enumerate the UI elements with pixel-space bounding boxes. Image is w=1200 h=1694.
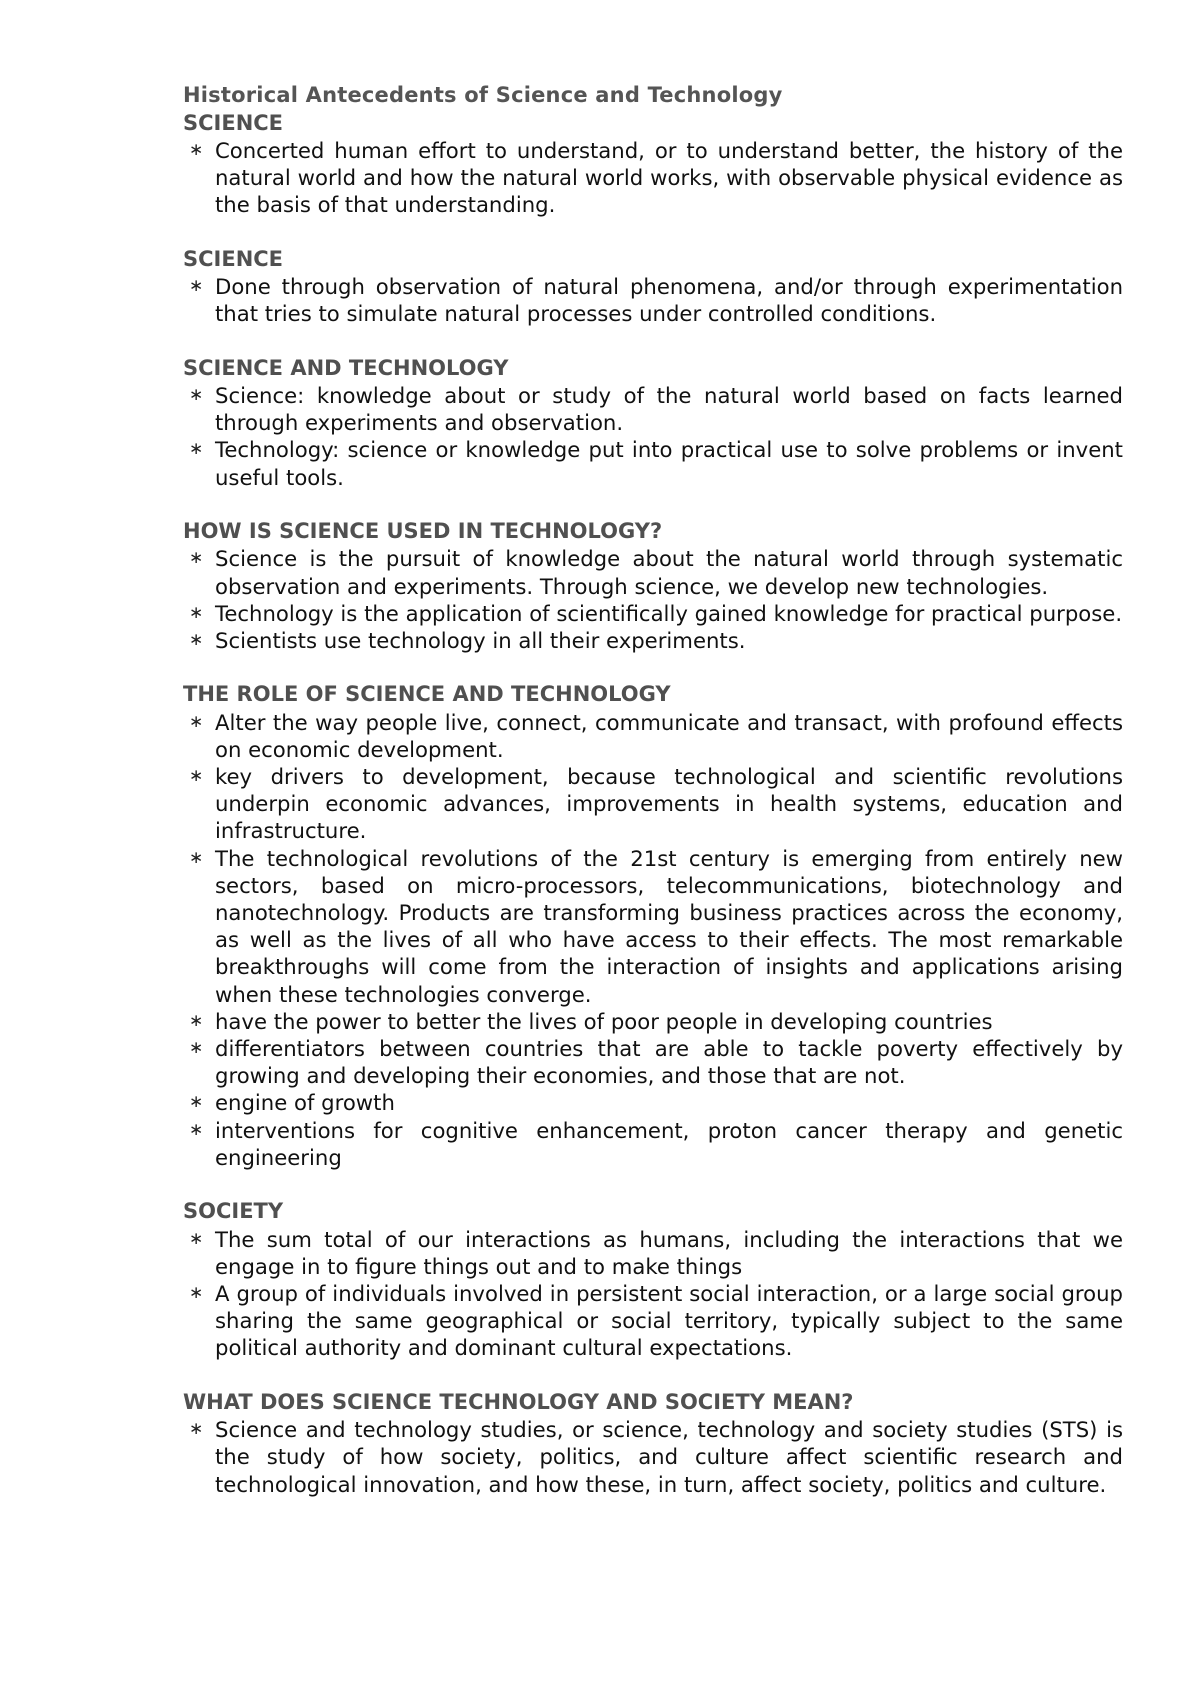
list-item-text: differentiators between countries that are able to tackle poverty effectively by growing and developing their economies, and those that are not. — [215, 1036, 1123, 1089]
list-item — [183, 600, 1123, 627]
section — [183, 518, 1123, 654]
list-item — [183, 627, 1123, 654]
list-item — [183, 763, 1123, 845]
list-item-text: have the power to better the lives of poor people in developing countries — [215, 1008, 993, 1034]
asterisk-bullet-icon: ∗ — [189, 1038, 204, 1059]
asterisk-bullet-icon: ∗ — [189, 1283, 204, 1303]
section-heading: HOW IS SCIENCE USED IN TECHNOLOGY? — [183, 518, 663, 543]
list-item — [183, 545, 1123, 599]
section — [183, 1389, 1123, 1498]
list-item-text: Science: knowledge about or study of the natural world based on facts learned through experiments and observation. — [215, 383, 1123, 436]
bullet-list — [183, 545, 1123, 654]
asterisk-bullet-icon: ∗ — [189, 629, 204, 650]
bullet-list — [183, 1416, 1123, 1498]
list-item — [183, 1089, 1123, 1116]
asterisk-bullet-icon: ∗ — [189, 1419, 204, 1440]
asterisk-bullet-icon: ∗ — [189, 1119, 204, 1140]
list-item-text: The technological revolutions of the 21st century is emerging from entirely new sectors, based on micro-processors, telecommunications, biotechnology and nanotechnology. Products are transforming business practices across the economy, as well as the lives of all who have access to their effects. The most remarkable breakthroughs will come from the interaction of insights and applications arising when these technologies converge. — [215, 845, 1123, 1007]
section-heading: WHAT DOES SCIENCE TECHNOLOGY AND SOCIETY MEAN? — [183, 1389, 854, 1414]
asterisk-bullet-icon: ∗ — [189, 548, 204, 569]
list-item-text: Scientists use technology in all their experiments. — [215, 627, 746, 653]
section — [183, 246, 1123, 328]
asterisk-bullet-icon: ∗ — [189, 140, 204, 160]
document-page — [183, 82, 1123, 1525]
asterisk-bullet-icon: ∗ — [189, 1228, 204, 1249]
section — [183, 355, 1123, 491]
section-heading: SCIENCE — [183, 110, 284, 135]
bullet-list — [183, 1226, 1123, 1362]
list-item-text: Science and technology studies, or science, technology and society studies (STS) is the study of how society, politics, and culture affect scientific research and technological innovation, and how these, in turn, affect society, politics and culture. — [215, 1417, 1123, 1497]
section-heading: THE ROLE OF SCIENCE AND TECHNOLOGY — [183, 682, 671, 707]
list-item-text: A group of individuals involved in persistent social interaction, or a large social group sharing the same geographical or social territory, typically subject to the same political authority and dominant cultural expectations. — [215, 1281, 1123, 1361]
list-item — [183, 709, 1123, 763]
list-item-text: Technology is the application of scientifically gained knowledge for practical purpose. — [215, 600, 1123, 626]
bullet-list — [183, 382, 1123, 491]
list-item-text: Concerted human effort to understand, or to understand better, the history of the natural world and how the natural world works, with observable physical evidence as the basis of that understanding. — [215, 138, 1123, 218]
list-item — [183, 436, 1123, 490]
section-heading: SCIENCE — [183, 246, 284, 271]
section — [183, 1198, 1123, 1362]
list-item — [183, 1008, 1123, 1035]
list-item — [183, 273, 1123, 327]
bullet-list — [183, 273, 1123, 327]
section — [183, 110, 1123, 219]
list-item-text: engine of growth — [215, 1090, 395, 1116]
list-item-text: key drivers to development, because technological and scientific revolutions underpin economic advances, improvements in health systems, education and infrastructure. — [215, 764, 1123, 844]
asterisk-bullet-icon: ∗ — [189, 711, 204, 732]
asterisk-bullet-icon: ∗ — [189, 602, 204, 623]
bullet-list — [183, 137, 1123, 219]
list-item — [183, 1035, 1123, 1089]
bullet-list — [183, 709, 1123, 1171]
document-body — [183, 110, 1123, 1498]
document-title: Historical Antecedents of Science and Technology — [183, 83, 783, 107]
list-item-text: interventions for cognitive enhancement, proton cancer therapy and genetic engineering — [215, 1117, 1123, 1170]
asterisk-bullet-icon: ∗ — [189, 385, 204, 406]
list-item-text: Technology: science or knowledge put into practical use to solve problems or invent useful tools. — [215, 437, 1123, 490]
asterisk-bullet-icon: ∗ — [189, 1092, 204, 1113]
list-item — [183, 137, 1123, 219]
list-item-text: The sum total of our interactions as humans, including the interactions that we engage in to figure things out and to make things — [215, 1226, 1123, 1279]
section-heading: SOCIETY — [183, 1199, 284, 1224]
asterisk-bullet-icon: ∗ — [189, 439, 204, 460]
asterisk-bullet-icon: ∗ — [189, 766, 204, 787]
section-heading: SCIENCE AND TECHNOLOGY — [183, 355, 509, 380]
list-item — [183, 1280, 1123, 1362]
list-item-text: Alter the way people live, connect, communicate and transact, with profound effects on economic development. — [215, 709, 1123, 762]
list-item — [183, 1117, 1123, 1171]
list-item — [183, 1416, 1123, 1498]
list-item-text: Science is the pursuit of knowledge about the natural world through systematic observation and experiments. Through science, we develop new technologies. — [215, 546, 1123, 599]
section — [183, 681, 1123, 1171]
asterisk-bullet-icon: ∗ — [189, 847, 204, 868]
list-item — [183, 1226, 1123, 1280]
list-item-text: Done through observation of natural phenomena, and/or through experimentation that tries to simulate natural processes under controlled conditions. — [215, 274, 1123, 327]
asterisk-bullet-icon: ∗ — [189, 1010, 204, 1031]
list-item — [183, 845, 1123, 1008]
asterisk-bullet-icon: ∗ — [189, 276, 204, 297]
list-item — [183, 382, 1123, 436]
